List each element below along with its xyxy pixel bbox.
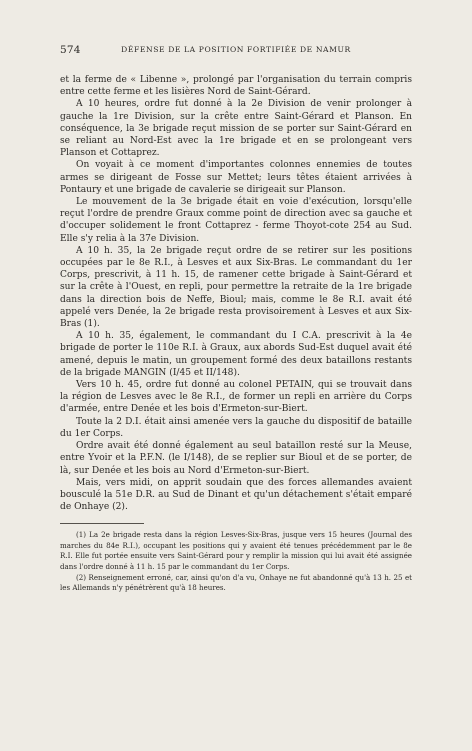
page-header xyxy=(60,44,412,60)
footnote: (1) La 2e brigade resta dans la région Lesves-Six-Bras, jusque vers 15 heures (Journal des marches du 84e R.I.), occupant les positions qui y avaient été tenues précédemment par le 8e R.I. Elle fut portée ensuite vers Saint-Gérard pour y remplir la mission qui lui avait été assignée dans l'ordre donné à 11 h. 15 par le commandant du 1er Corps. xyxy=(60,530,412,571)
paragraph: Le mouvement de la 3e brigade était en voie d'exécution, lorsqu'elle reçut l'ordre de prendre Graux comme point de direction avec sa gauche et d'occuper solidement le front Cottaprez - ferme Thoyot-cote 254 au Sud. Elle s'y relia à la 37e Division. xyxy=(60,197,412,244)
paragraph: Mais, vers midi, on apprit soudain que des forces allemandes avaient bousculé la 51e D.R. au Sud de Dinant et qu'un détachement s'était emparé de Onhaye (2). xyxy=(60,477,412,513)
paragraph: et la ferme de « Libenne », prolongé par l'organisation du terrain compris entre cette ferme et les lisières Nord de Saint-Gérard. xyxy=(60,75,412,98)
paragraph: Vers 10 h. 45, ordre fut donné au colonel PETAIN, qui se trouvait dans la région de Lesves avec le 8e R.I., de former un repli en arrière du Corps d'armée, entre Denée et les bois d'Ermeton-sur-Biert. xyxy=(60,380,412,415)
paragraph: Toute la 2 D.I. était ainsi amenée vers la gauche du dispositif de bataille du 1er Corps. xyxy=(60,416,412,439)
footnote-separator xyxy=(60,523,144,524)
paragraph: Ordre avait été donné également au seul bataillon resté sur la Meuse, entre Yvoir et la P.F.N. (le I/148), de se replier sur Bioul et de se porter, de là, sur Denée et les bois au Nord d'Ermeton-sur-Biert. xyxy=(60,441,412,476)
paragraph: A 10 heures, ordre fut donné à la 2e Division de venir prolonger à gauche la 1re Division, sur la crête entre Saint-Gérard et Planson. En conséquence, la 3e brigade reçut mission de se porter sur Saint-Gérard en se reliant au Nord-Est avec la 1re brigade et en se prolongeant vers Planson et Cottaprez. xyxy=(60,99,412,159)
footnotes xyxy=(60,530,412,593)
paragraph: A 10 h. 35, la 2e brigade reçut ordre de se retirer sur les positions occupées par le 8e R.I., à Lesves et aux Six-Bras. Le commandant du 1er Corps, prescrivit, à 11 h. 15, de ramener cette brigade à Saint-Gérard et sur la crête à l'Ouest, en repli, pour permettre la retraite de la 1re brigade dans la direction bois de Neffe, Bioul; mais, comme le 8e R.I. avait été appelé vers Denée, la 2e brigade resta provisoirement à Lesves et aux Six-Bras (1). xyxy=(60,245,412,330)
running-head: DÉFENSE DE LA POSITION FORTIFIÉE DE NAMUR xyxy=(121,45,351,54)
paragraph: On voyait à ce moment d'importantes colonnes ennemies de toutes armes se dirigeant de Fosse sur Mettet; leurs têtes étaient arrivées à Pontaury et une brigade de cavalerie se dirigeait sur Planson. xyxy=(60,160,412,195)
paragraph: A 10 h. 35, également, le commandant du I C.A. prescrivit à la 4e brigade de porter le 110e R.I. à Graux, aux abords Sud-Est duquel avait été amené, depuis le matin, un groupement formé des deux bataillons restants de la brigade MANGIN (I/45 et II/148). xyxy=(60,331,412,378)
body-text xyxy=(60,74,412,513)
page-number: 574 xyxy=(60,44,81,56)
footnote: (2) Renseignement erroné, car, ainsi qu'on d'a vu, Onhaye ne fut abandonné qu'à 13 h. 25 et les Allemands n'y pénétrèrent qu'à 18 heures. xyxy=(60,572,412,593)
